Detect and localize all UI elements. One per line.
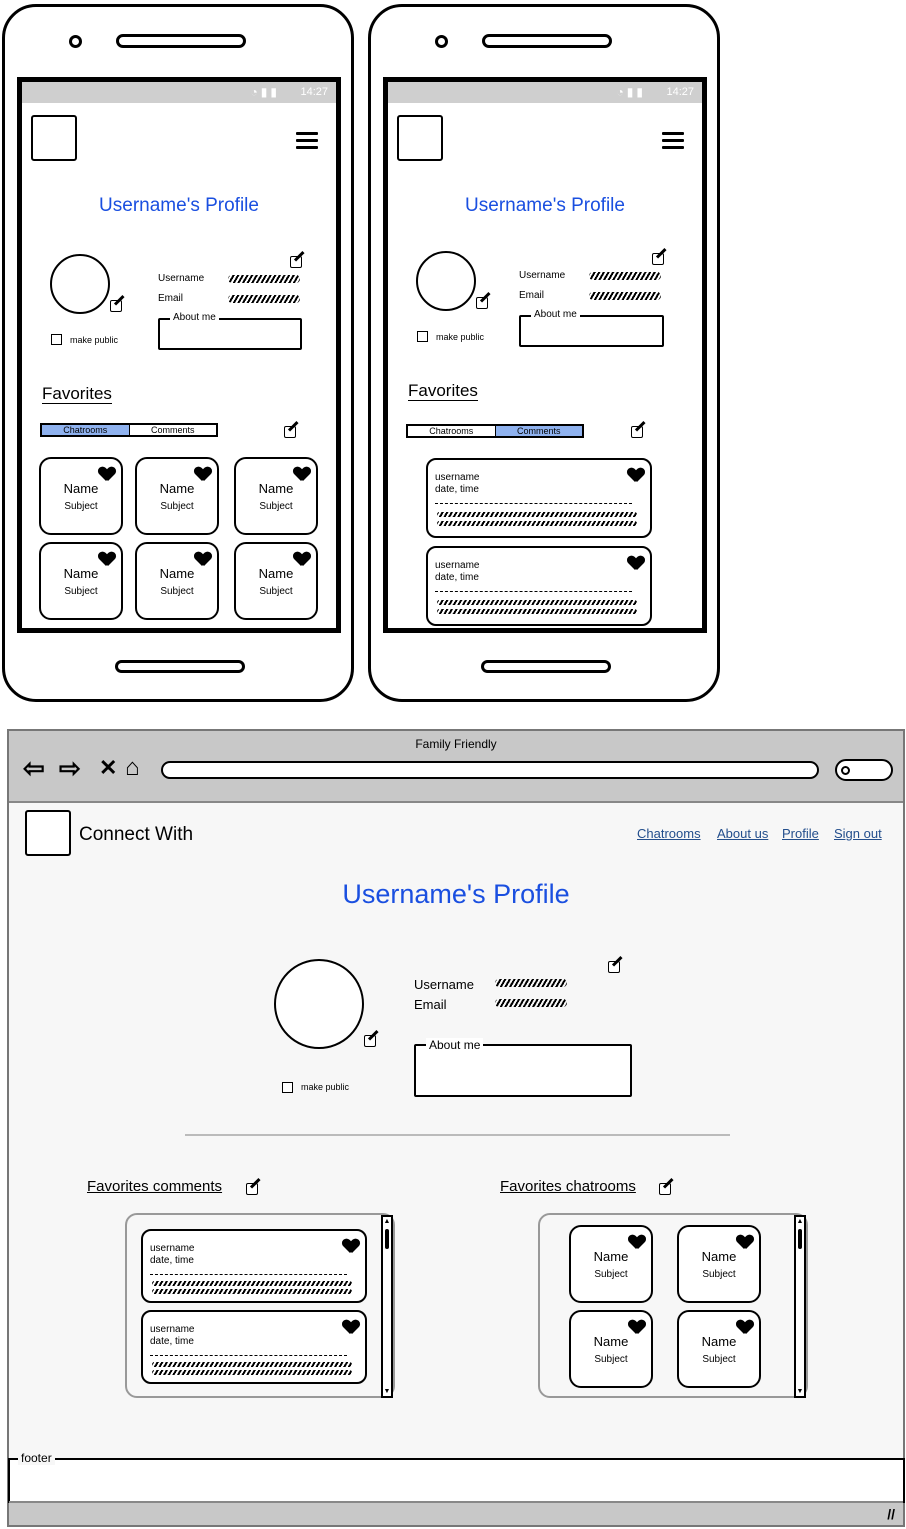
comment-username: username	[150, 1243, 195, 1254]
username-label: Username	[158, 273, 205, 284]
edit-favorites-comments-icon[interactable]	[246, 1181, 261, 1195]
edit-avatar-icon[interactable]	[364, 1033, 379, 1047]
comment-meta	[150, 1324, 194, 1348]
chatroom-name: Name	[593, 1249, 629, 1264]
edit-avatar-icon[interactable]	[110, 298, 125, 312]
edit-avatar-icon[interactable]	[476, 295, 491, 309]
scroll-down-icon[interactable]: ▼	[383, 1388, 391, 1395]
site-logo-placeholder[interactable]	[25, 810, 71, 856]
chatroom-subject: Subject	[64, 501, 98, 512]
nav-about-us[interactable]: About us	[717, 826, 769, 841]
tab-comments[interactable]: Comments	[496, 426, 583, 436]
comment-card[interactable]	[426, 546, 652, 626]
avatar	[50, 254, 110, 314]
heart-icon[interactable]	[294, 467, 310, 482]
nav-profile[interactable]: Profile	[782, 826, 819, 841]
scroll-thumb[interactable]	[798, 1229, 802, 1249]
heart-icon[interactable]	[99, 467, 115, 482]
comment-divider	[150, 1274, 347, 1275]
heart-icon[interactable]	[343, 1239, 359, 1254]
chatroom-subject: Subject	[594, 1269, 628, 1280]
comment-meta	[435, 560, 479, 584]
about-me-label: About me	[170, 312, 219, 323]
email-label: Email	[414, 997, 447, 1012]
comment-card[interactable]	[426, 458, 652, 538]
home-button[interactable]	[115, 660, 245, 673]
comment-username: username	[150, 1324, 195, 1335]
email-value	[589, 292, 661, 300]
chatroom-subject: Subject	[64, 586, 98, 597]
scroll-up-icon[interactable]: ▲	[383, 1218, 391, 1225]
comments-scrollbar[interactable]	[381, 1215, 393, 1398]
chatroom-name: Name	[701, 1249, 737, 1264]
chatroom-name: Name	[159, 481, 195, 496]
chatroom-subject: Subject	[259, 586, 293, 597]
favorites-comments-panel[interactable]	[125, 1213, 395, 1398]
make-public-checkbox[interactable]	[417, 331, 428, 342]
chatroom-subject: Subject	[259, 501, 293, 512]
edit-profile-icon[interactable]	[608, 959, 623, 973]
heart-icon[interactable]	[628, 556, 644, 571]
favorites-comments-title: Favorites comments	[87, 1178, 223, 1195]
favorites-tabs	[406, 424, 584, 438]
email-value	[495, 999, 567, 1007]
chatroom-name: Name	[258, 481, 294, 496]
comment-datetime: date, time	[435, 572, 479, 583]
status-bar	[388, 82, 702, 103]
tab-chatrooms[interactable]: Chatrooms	[42, 425, 130, 435]
speaker-grille	[116, 34, 246, 48]
nav-chatrooms[interactable]: Chatrooms	[637, 826, 701, 841]
footer-label: footer	[18, 1451, 55, 1465]
tab-comments[interactable]: Comments	[150, 425, 195, 435]
chatroom-subject: Subject	[702, 1269, 736, 1280]
favorites-tabs	[40, 423, 218, 437]
chatrooms-scrollbar[interactable]	[794, 1215, 806, 1398]
status-bar	[22, 82, 336, 103]
heart-icon[interactable]	[629, 1235, 645, 1250]
chatroom-name: Name	[63, 481, 99, 496]
about-me-field[interactable]	[158, 312, 302, 350]
avatar	[416, 251, 476, 311]
resize-grip-icon[interactable]: //	[887, 1506, 895, 1522]
comment-text	[437, 609, 637, 614]
heart-icon[interactable]	[628, 468, 644, 483]
camera-icon	[69, 35, 82, 48]
logo-placeholder[interactable]	[31, 115, 77, 161]
url-bar[interactable]	[161, 761, 819, 779]
phone-mockup-chatrooms	[2, 4, 354, 702]
page-title: Username's Profile	[99, 195, 259, 216]
favorites-title: Favorites	[42, 384, 112, 403]
about-me-field[interactable]	[414, 1038, 632, 1097]
favorites-chatrooms-panel[interactable]	[538, 1213, 808, 1398]
comment-card[interactable]	[141, 1229, 367, 1303]
chatroom-name: Name	[701, 1334, 737, 1349]
edit-favorites-icon[interactable]	[631, 424, 646, 438]
chatroom-card[interactable]	[677, 1310, 761, 1388]
forward-arrow-icon[interactable]: ⇨	[59, 753, 81, 783]
chatroom-subject: Subject	[160, 501, 194, 512]
chatroom-card[interactable]	[234, 542, 318, 620]
about-me-label: About me	[531, 309, 580, 320]
section-divider	[185, 1134, 730, 1136]
search-icon	[841, 766, 850, 775]
page-title: Username's Profile	[342, 879, 570, 909]
about-me-field[interactable]	[519, 309, 664, 347]
comment-username: username	[435, 560, 480, 571]
camera-icon	[435, 35, 448, 48]
browser-search-box[interactable]	[835, 759, 893, 781]
username-value	[228, 275, 300, 283]
scroll-thumb[interactable]	[385, 1229, 389, 1249]
site-brand[interactable]: Connect With	[79, 824, 194, 845]
heart-icon[interactable]	[195, 467, 211, 482]
comment-text	[437, 512, 637, 517]
comment-datetime: date, time	[435, 484, 479, 495]
avatar	[274, 959, 364, 1049]
chatroom-card[interactable]	[39, 457, 123, 535]
username-label: Username	[414, 977, 474, 992]
scroll-down-icon[interactable]: ▼	[796, 1388, 804, 1395]
make-public-label: make public	[436, 332, 485, 342]
username-value	[589, 272, 661, 280]
chatroom-subject: Subject	[702, 1354, 736, 1365]
heart-icon[interactable]	[294, 552, 310, 567]
scroll-up-icon[interactable]: ▲	[796, 1218, 804, 1225]
comment-meta	[435, 472, 479, 496]
make-public-label: make public	[70, 335, 119, 345]
heart-icon[interactable]	[343, 1320, 359, 1335]
status-time: 14:27	[300, 86, 328, 98]
footer	[8, 1451, 905, 1503]
comment-text	[152, 1370, 352, 1375]
edit-profile-icon[interactable]	[290, 254, 305, 268]
speaker-grille	[482, 34, 612, 48]
comment-datetime: date, time	[150, 1255, 194, 1266]
chatroom-subject: Subject	[160, 586, 194, 597]
heart-icon[interactable]	[195, 552, 211, 567]
tab-chatrooms[interactable]: Chatrooms	[408, 426, 496, 436]
chatroom-card[interactable]	[39, 542, 123, 620]
comment-datetime: date, time	[150, 1336, 194, 1347]
favorites-title: Favorites	[408, 381, 478, 400]
chatroom-card[interactable]	[677, 1225, 761, 1303]
phone-mockup-comments	[368, 4, 720, 702]
chatroom-subject: Subject	[594, 1354, 628, 1365]
edit-profile-icon[interactable]	[652, 251, 667, 265]
signal-icon: ◔▮▮	[250, 85, 280, 99]
status-time: 14:27	[666, 86, 694, 98]
favorites-chatrooms-title: Favorites chatrooms	[500, 1178, 636, 1195]
hamburger-menu-icon[interactable]	[662, 132, 684, 150]
back-arrow-icon[interactable]: ⇦	[23, 753, 45, 783]
chatroom-name: Name	[63, 566, 99, 581]
phone-screen	[383, 77, 707, 633]
phone-screen	[17, 77, 341, 633]
browser-window	[7, 729, 905, 1527]
comment-text	[152, 1362, 352, 1367]
username-label: Username	[519, 270, 566, 281]
make-public-checkbox[interactable]	[282, 1082, 293, 1093]
chatroom-card[interactable]	[135, 457, 219, 535]
make-public-label: make public	[301, 1082, 350, 1092]
stop-icon[interactable]: ✕	[99, 755, 118, 780]
email-value	[228, 295, 300, 303]
chatroom-card[interactable]	[234, 457, 318, 535]
heart-icon[interactable]	[629, 1320, 645, 1335]
comment-text	[437, 600, 637, 605]
comment-meta	[150, 1243, 194, 1267]
home-button[interactable]	[481, 660, 611, 673]
chatroom-card[interactable]	[569, 1310, 653, 1388]
chatroom-card[interactable]	[569, 1225, 653, 1303]
comment-divider	[435, 591, 632, 592]
hamburger-menu-icon[interactable]	[296, 132, 318, 150]
browser-status-bar	[9, 1501, 903, 1525]
comment-text	[437, 521, 637, 526]
email-label: Email	[519, 290, 545, 301]
make-public-checkbox[interactable]	[51, 334, 62, 345]
heart-icon[interactable]	[99, 552, 115, 567]
comment-divider	[435, 503, 632, 504]
browser-chrome	[9, 731, 903, 803]
signal-icon: ◔▮▮	[616, 85, 646, 99]
chatroom-name: Name	[159, 566, 195, 581]
email-label: Email	[158, 293, 184, 304]
chatroom-card[interactable]	[135, 542, 219, 620]
home-icon[interactable]: ⌂	[125, 754, 140, 781]
chatroom-name: Name	[258, 566, 294, 581]
comment-text	[152, 1289, 352, 1294]
comment-text	[152, 1281, 352, 1286]
comment-username: username	[435, 472, 480, 483]
heart-icon[interactable]	[737, 1235, 753, 1250]
chatroom-name: Name	[593, 1334, 629, 1349]
edit-favorites-chatrooms-icon[interactable]	[659, 1181, 674, 1195]
comment-card[interactable]	[141, 1310, 367, 1384]
edit-favorites-icon[interactable]	[284, 424, 299, 438]
about-me-label: About me	[426, 1038, 483, 1052]
logo-placeholder[interactable]	[397, 115, 443, 161]
heart-icon[interactable]	[737, 1320, 753, 1335]
comment-divider	[150, 1355, 347, 1356]
username-value	[495, 979, 567, 987]
page-title: Username's Profile	[465, 195, 625, 216]
window-title: Family Friendly	[415, 737, 497, 751]
nav-sign-out[interactable]: Sign out	[834, 826, 882, 841]
